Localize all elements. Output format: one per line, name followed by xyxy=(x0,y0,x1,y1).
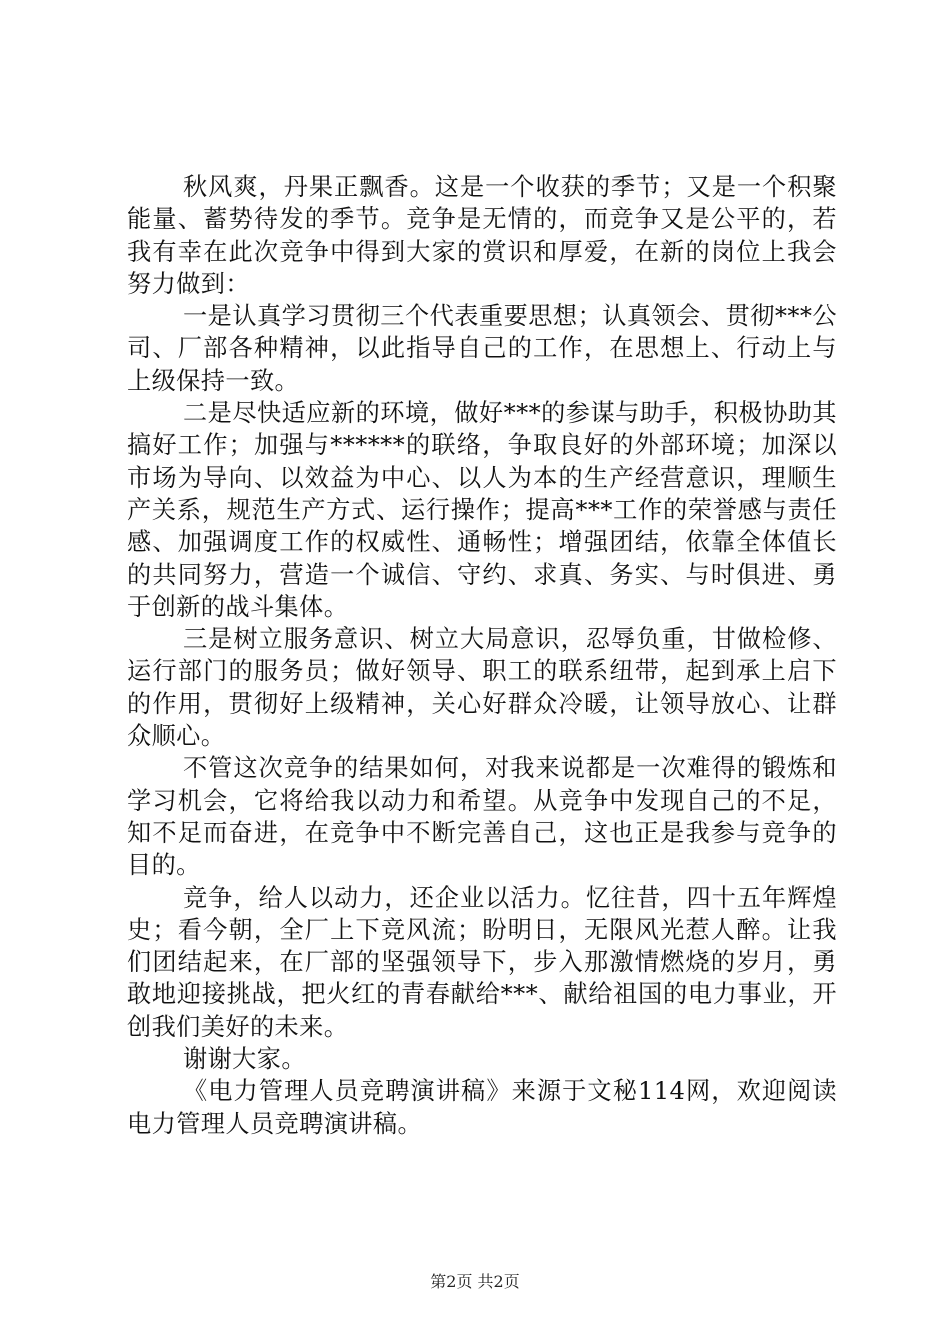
document-body xyxy=(127,171,837,1140)
paragraph-point-two: 二是尽快适应新的环境，做好***的参谋与助手，积极协助其搞好工作；加强与******的联络，争取良好的外部环境；加深以市场为导向、以效益为中心、以人为本的生产经营意识，理顺生产关系，规范生产方式、运行操作；提高***工作的荣誉感与责任感、加强调度工作的权威性、通畅性；增强团结，依靠全体值长的共同努力，营造一个诚信、守约、求真、务实、与时俱进、勇于创新的战斗集体。 xyxy=(127,399,837,621)
paragraph-point-three: 三是树立服务意识、树立大局意识，忍辱负重，甘做检修、运行部门的服务员；做好领导、职工的联系纽带，起到承上启下的作用，贯彻好上级精神，关心好群众冷暖，让领导放心、让群众顺心。 xyxy=(127,625,837,751)
paragraph-thanks: 谢谢大家。 xyxy=(183,1045,306,1074)
paragraph-outcome: 不管这次竞争的结果如何，对我来说都是一次难得的锻炼和学习机会，它将给我以动力和希望。从竞争中发现自己的不足，知不足而奋进，在竞争中不断完善自己，这也正是我参与竞争的目的。 xyxy=(127,754,837,880)
page-number-footer: 第2页 共2页 xyxy=(430,1272,520,1291)
paragraph-point-one: 一是认真学习贯彻三个代表重要思想；认真领会、贯彻***公司、厂部各种精神，以此指导自己的工作，在思想上、行动上与上级保持一致。 xyxy=(127,302,837,395)
paragraph-source-note: 《电力管理人员竞聘演讲稿》来源于文秘114网，欢迎阅读电力管理人员竞聘演讲稿。 xyxy=(127,1077,837,1138)
paragraph-closing: 竞争，给人以动力，还企业以活力。忆往昔，四十五年辉煌史；看今朝，全厂上下竞风流；盼明日，无限风光惹人醉。让我们团结起来，在厂部的坚强领导下，步入那激情燃烧的岁月，勇敢地迎接挑战，把火红的青春献给***、献给祖国的电力事业，开创我们美好的未来。 xyxy=(127,883,837,1041)
paragraph-intro: 秋风爽，丹果正飘香。这是一个收获的季节；又是一个积聚能量、蓄势待发的季节。竞争是无情的，而竞争又是公平的，若我有幸在此次竞争中得到大家的赏识和厚爱，在新的岗位上我会努力做到： xyxy=(127,173,837,298)
